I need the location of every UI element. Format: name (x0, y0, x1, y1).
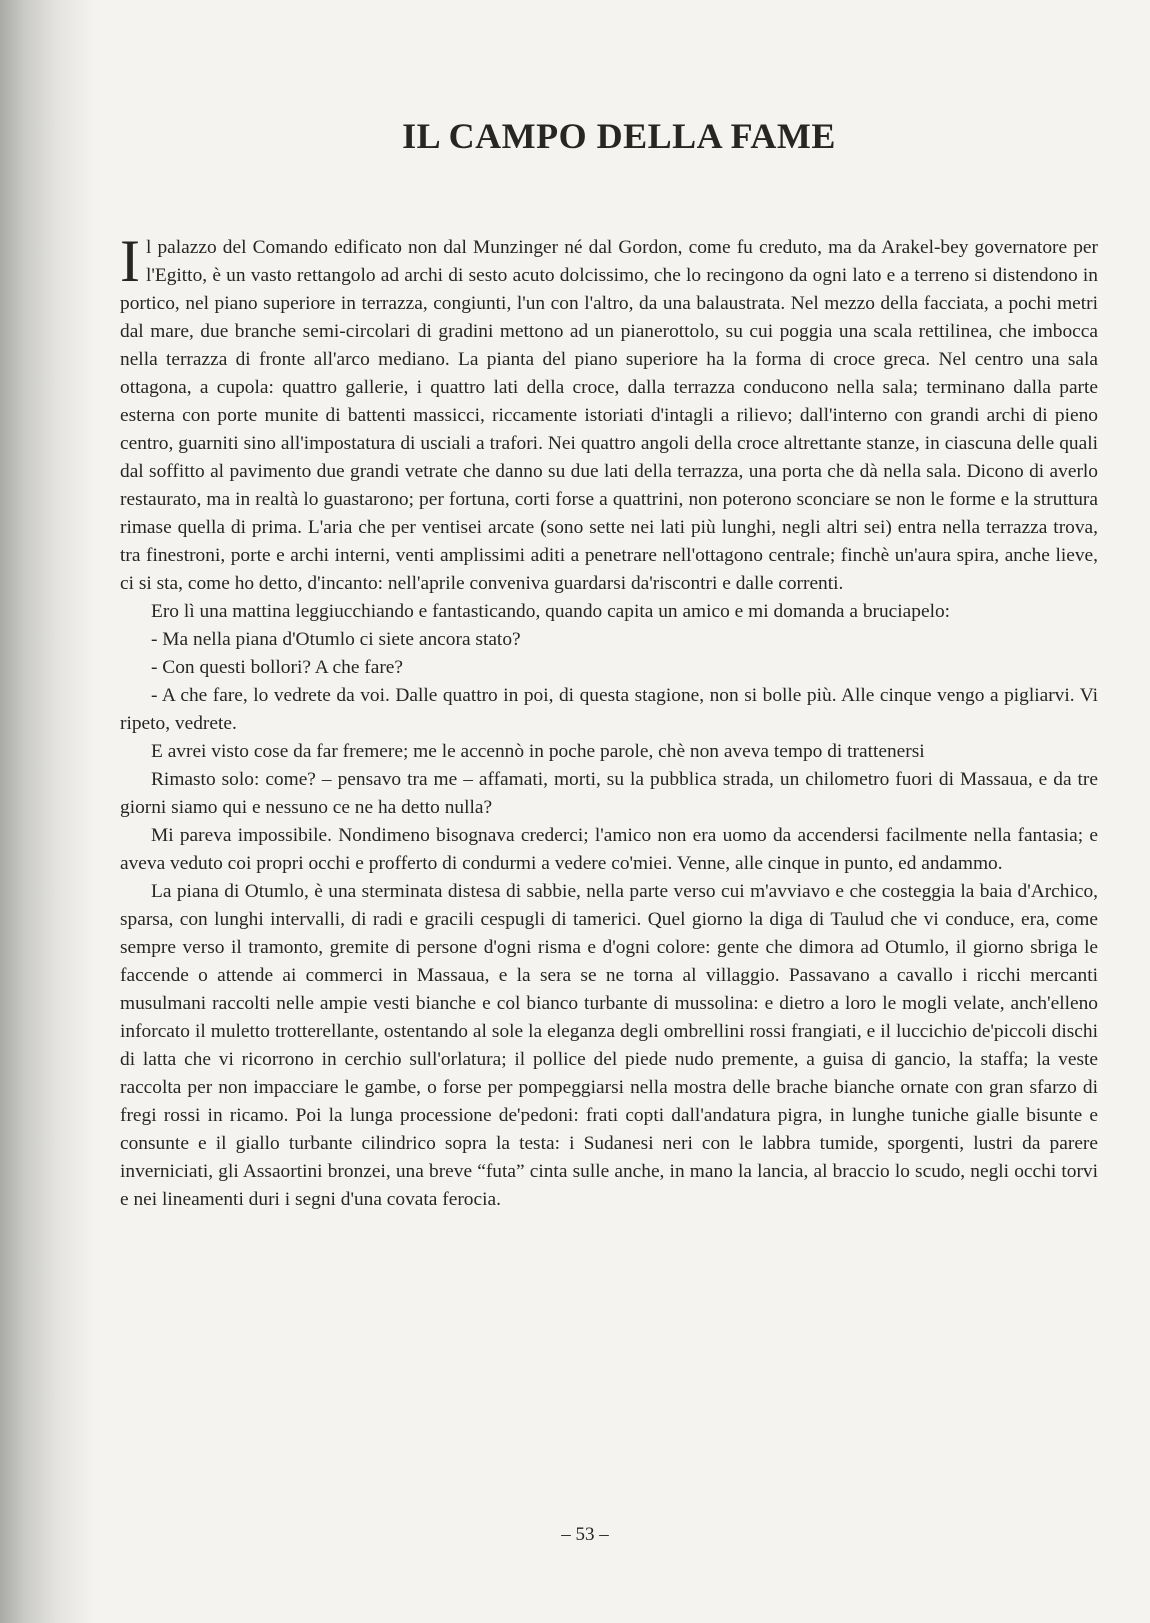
paragraph: Rimasto solo: come? – pensavo tra me – affamati, morti, su la pubblica strada, un chilometro fuori di Massaua, e da tre giorni siamo qui e nessuno ce ne ha detto nulla? (120, 769, 1098, 818)
paragraph: Ero lì una mattina leggiucchiando e fantasticando, quando capita un amico e mi domanda a bruciapelo: (151, 601, 951, 622)
paragraph-text: l palazzo del Comando edificato non dal Munzinger né dal Gordon, come fu creduto, ma da Arakel-bey governatore per l'Egitto, è un vasto rettangolo ad archi di sesto acuto dolcissimo, che lo recingono da ogni lato e a terreno si distendono in portico, nel piano superiore in terrazza, congiunti, l'un con l'altro, da una balaustrata. Nel mezzo della facciata, a pochi metri dal mare, due branche semi-circolari di gradini mettono ad un pianerottolo, su cui poggia una scala rettilinea, che imbocca nella terrazza di fronte all'arco mediano. La pianta del piano superiore ha la forma di croce greca. Nel centro una sala ottagona, a cupola: quattro gallerie, i quattro lati della croce, dalla terrazza conducono nella sala; terminano dalla parte esterna con porte munite di battenti massicci, riccamente istoriati d'intagli a rilievo; dall'interno con grandi archi di pieno centro, guarniti sino all'impostatura di usciali a trafori. Nei quattro angoli della croce altrettante stanze, in ciascuna delle quali dal soffitto al pavimento due grandi vetrate che danno su due lati della terrazza, una porta che dà nella sala. Dicono di averlo restaurato, ma in realtà lo guastarono; per fortuna, corti forse a quattrini, non poterono sconciare se non le forme e la struttura rimase quella di prima. L'aria che per ventisei arcate (sono sette nei lati più lunghi, negli altri sei) entra nella terrazza trova, tra finestroni, porte e archi interni, venti amplissimi aditi a penetrare nell'ottagono centrale; finchè un'aura spira, anche lieve, ci si sta, come ho detto, d'incanto: nell'aprile conveniva guardarsi da'riscontri e dalle correnti. (120, 237, 1098, 594)
dialogue-line: - Ma nella piana d'Otumlo ci siete ancora stato? (151, 629, 521, 650)
paragraph (120, 228, 1098, 598)
dialogue-line: - A che fare, lo vedrete da voi. Dalle quattro in poi, di questa stagione, non si bolle più. Alle cinque vengo a pigliarvi. Vi ripeto, vedrete. (120, 685, 1098, 734)
paragraph: Mi pareva impossibile. Nondimeno bisognava crederci; l'amico non era uomo da accendersi facilmente nella fantasia; e aveva veduto coi propri occhi e profferto di condurmi a vedere co'miei. Venne, alle cinque in punto, ed andammo. (120, 825, 1098, 874)
page (120, 110, 1098, 162)
page-number: – 53 – (561, 1524, 609, 1545)
chapter-title: IL CAMPO DELLA FAME (402, 116, 836, 156)
paragraph: La piana di Otumlo, è una sterminata distesa di sabbie, nella parte verso cui m'avviavo e che costeggia la baia d'Archico, sparsa, con lunghi intervalli, di radi e gracili cespugli di tamerici. Quel giorno la diga di Taulud che vi conduce, era, come sempre verso il tramonto, gremite di persone d'ogni risma e d'ogni colore: gente che dimora ad Otumlo, il giorno sbriga le faccende o attende ai commerci in Massaua, e la sera se ne torna al villaggio. Passavano a cavallo i ricchi mercanti musulmani raccolti nelle ampie vesti bianche e col bianco turbante di mussolina: e dietro a loro le mogli velate, anch'elleno inforcato il muletto trotterellante, ostentando al sole la eleganza degli ombrellini rossi frangiati, e il luccichio de'piccoli dischi di latta che vi ricorrono in cerchio sull'orlatura; il pollice del piede nudo premente, a guisa di gancio, la staffa; la veste raccolta per non impacciare le gambe, o forse per pompeggiarsi nella mostra delle brache bianche ornate con gran sfarzo di fregi rossi in ricamo. Poi la lunga processione de'pedoni: frati copti dall'andatura pigra, in lunghe tuniche gialle bisunte e consunte e il giallo turbante cilindrico sopra la testa: i Sudanesi neri con le labbra tumide, sporgenti, lustri da parere inverniciati, gli Assaortini bronzei, una breve “futa” cinta sulle anche, in mano la lancia, al braccio lo scudo, negli occhi torvi e nei lineamenti duri i segni d'una covata ferocia. (120, 881, 1098, 1210)
dialogue-line: - Con questi bollori? A che fare? (151, 657, 404, 678)
scan-shadow (0, 0, 95, 1623)
paragraph: E avrei visto cose da far fremere; me le accennò in poche parole, chè non aveva tempo di trattenersi (151, 741, 925, 762)
body-text (120, 228, 1098, 1214)
drop-cap: I (120, 228, 140, 294)
